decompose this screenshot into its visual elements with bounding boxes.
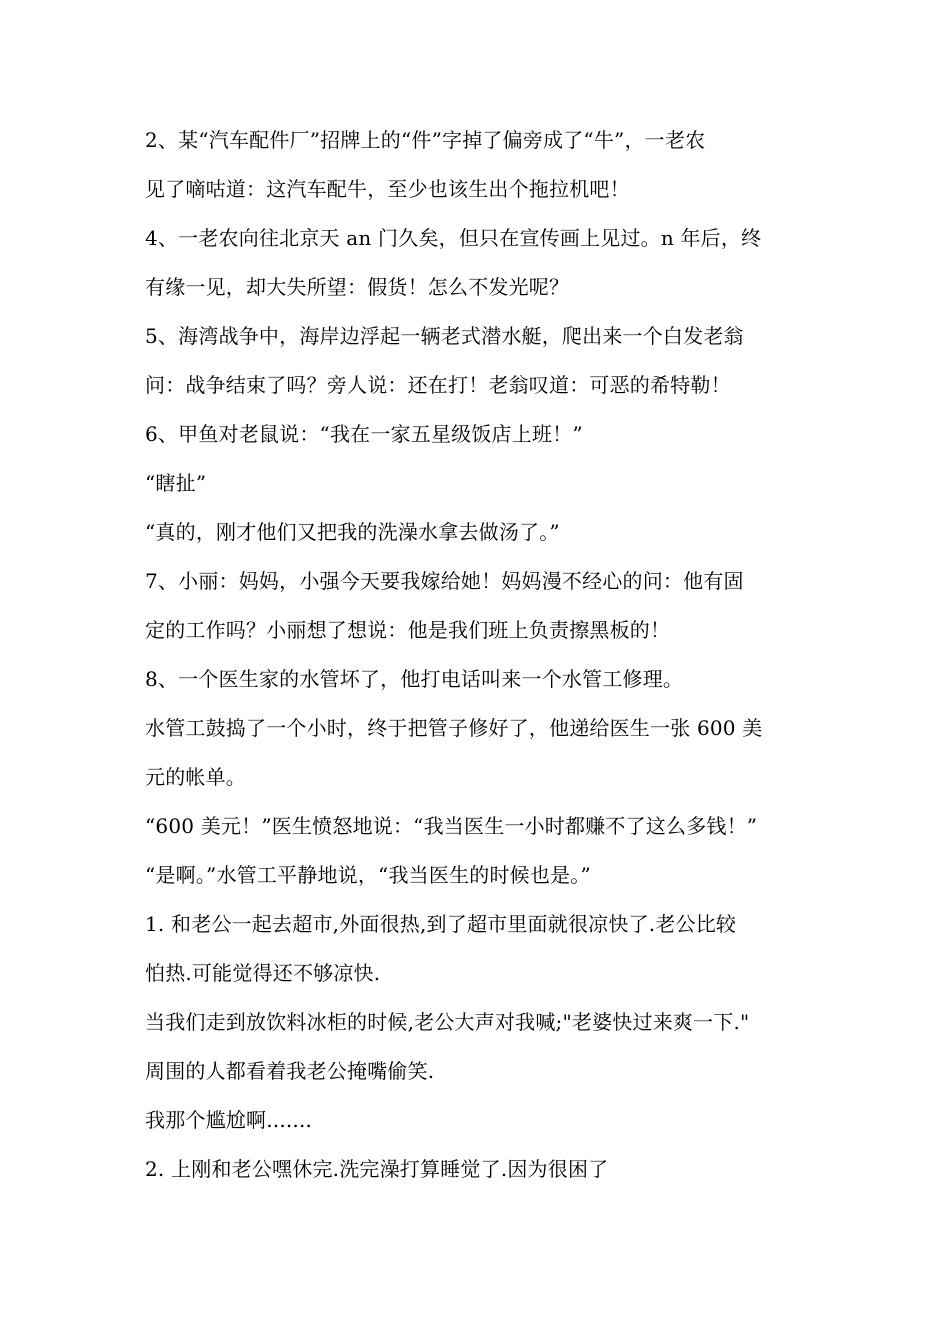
text-line: 2. 上刚和老公嘿休完.洗完澡打算睡觉了.因为很困了 bbox=[145, 1157, 609, 1181]
text-line: 怕热.可能觉得还不够凉快. bbox=[145, 961, 381, 985]
text-line: 2、某“汽车配件厂”招牌上的“件”字掉了偏旁成了“牛”，一老农 bbox=[145, 128, 706, 152]
body-text bbox=[145, 116, 815, 1194]
text-line: 有缘一见，却大失所望：假货！怎么不发光呢？ bbox=[145, 275, 570, 299]
text-line: “瞎扯” bbox=[145, 471, 207, 495]
text-line: 5、海湾战争中，海岸边浮起一辆老式潜水艇，爬出来一个白发老翁 bbox=[145, 324, 744, 348]
text-line: “真的，刚才他们又把我的洗澡水拿去做汤了。” bbox=[145, 520, 560, 544]
text-line: “600 美元！”医生愤怒地说：“我当医生一小时都赚不了这么多钱！” bbox=[145, 814, 758, 838]
text-line: 6、甲鱼对老鼠说：“我在一家五星级饭店上班！” bbox=[145, 422, 583, 446]
text-line: “是啊。”水管工平静地说，“我当医生的时候也是。” bbox=[145, 863, 591, 887]
text-line: 定的工作吗？小丽想了想说：他是我们班上负责擦黑板的！ bbox=[145, 618, 671, 642]
text-line: 7、小丽：妈妈，小强今天要我嫁给她！妈妈漫不经心的问：他有固 bbox=[145, 569, 744, 593]
text-line: 元的帐单。 bbox=[145, 765, 246, 789]
text-line: 我那个尴尬啊....... bbox=[145, 1108, 313, 1132]
text-line: 1. 和老公一起去超市,外面很热,到了超市里面就很凉快了.老公比较 bbox=[145, 912, 737, 936]
text-line: 见了嘀咕道：这汽车配牛，至少也该生出个拖拉机吧！ bbox=[145, 177, 630, 201]
text-line: 水管工鼓捣了一个小时，终于把管子修好了，他递给医生一张 600 美 bbox=[145, 716, 763, 740]
text-line: 周围的人都看着我老公掩嘴偷笑. bbox=[145, 1059, 435, 1083]
text-line: 4、一老农向往北京天 an 门久矣，但只在宣传画上见过。n 年后，终 bbox=[145, 226, 762, 250]
text-line: 当我们走到放饮料冰柜的时候,老公大声对我喊;"老婆快过来爽一下." bbox=[145, 1010, 750, 1034]
text-line: 问：战争结束了吗？旁人说：还在打！老翁叹道：可恶的希特勒！ bbox=[145, 373, 731, 397]
text-line: 8、一个医生家的水管坏了，他打电话叫来一个水管工修理。 bbox=[145, 667, 684, 691]
